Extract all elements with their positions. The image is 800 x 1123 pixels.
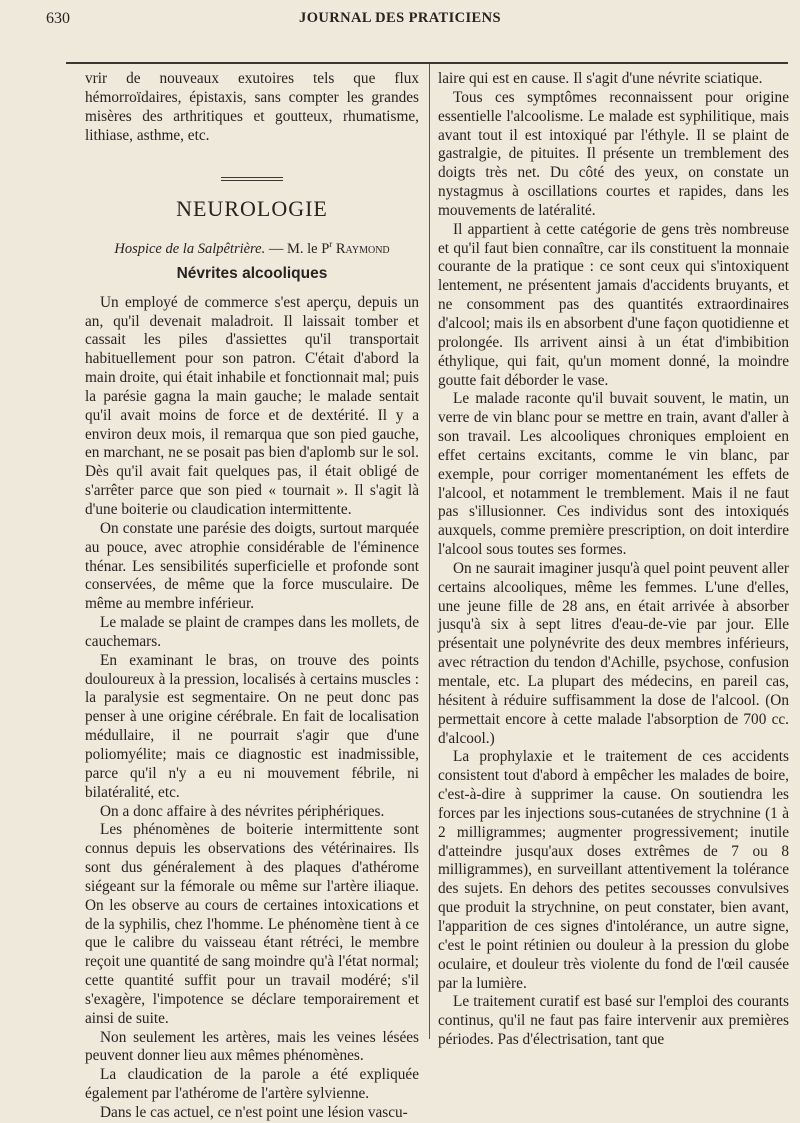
paragraph: Tous ces symptômes reconnaissent pour origine essentielle l'alcoolisme. Le malade est syphilitique, mais avant tout il est intoxiqué par l'éthyle. Il se plaint de gastralgie, de pituites. Il présente un tremblement des doigts très net. Du côté des yeux, on constate un nystagmus à oscillations courtes et rapides, dans les mouvements de latéralité. xyxy=(438,88,789,219)
source-place: Hospice de la Salpêtrière. xyxy=(114,241,266,258)
running-title: JOURNAL DES PRATICIENS xyxy=(299,10,501,26)
intro-paragraph: vrir de nouveaux exutoires tels que flux hémorroïdaires, épistaxis, sans compter les grandes misères des arthritiques et goutteux, rhumatisme, lithiase, asthme, etc. xyxy=(85,70,419,144)
article-source xyxy=(85,235,419,259)
source-separator: — M. le P xyxy=(265,241,330,258)
paragraph: Le traitement curatif est basé sur l'emploi des courants continus, qu'il ne faut pas faire intervenir aux premières périodes. Pas d'électrisation, tant que xyxy=(438,993,789,1049)
paragraph: Un employé de commerce s'est aperçu, depuis un an, qu'il devenait maladroit. Il laissait tomber et cassait les piles d'assiettes qu'il transportait habituellement pour son patron. C'était d'abord la main droite, qui était inhabile et fonctionnait mal; puis la parésie gagna la main gauche; le malade sentait qu'il avait moins de force et de dextérité. Il y a environ deux mois, il remarqua que son pied gauche, en marchant, ne se posait pas bien d'aplomb sur le sol. Dès qu'il avait fait quelques pas, il était obligé de s'arrêter parce que son pied « tournait ». Il s'agit là d'une boiterie ou claudication intermittente. xyxy=(85,293,419,519)
right-column xyxy=(438,70,789,1050)
header-rule xyxy=(66,62,788,64)
paragraph: On a donc affaire à des névrites périphériques. xyxy=(100,802,385,820)
paragraph: Dans le cas actuel, ce n'est point une lésion vascu- xyxy=(100,1104,408,1122)
source-author: Raymond xyxy=(332,241,390,258)
paragraph: Le malade se plaint de crampes dans les mollets, de cauchemars. xyxy=(85,614,419,650)
paragraph: laire qui est en cause. Il s'agit d'une névrite sciatique. xyxy=(438,70,763,87)
paragraph: Non seulement les artères, mais les veines lésées peuvent donner lieu aux mêmes phénomènes. xyxy=(85,1028,419,1065)
article-title: Névrites alcooliques xyxy=(176,264,328,282)
left-column xyxy=(85,70,419,1123)
paragraph: En examinant le bras, on trouve des points douloureux à la pression, localisés à certains muscles : la paralysie est segmentaire. On ne peut donc pas penser à une origine cérébrale. En fait de localisation médullaire, il ne pourrait s'agir que d'une poliomyélite; mais ce diagnostic est inadmissible, parce qu'il n'y a eu ni mouvement fébrile, ni bilatéralité, etc. xyxy=(85,651,419,801)
paragraph: La prophylaxie et le traitement de ces accidents consistent tout d'abord à empêcher les malades de boire, c'est-à-dire à supprimer la cause. On soutiendra les forces par les injections sous-cutanées de strychnine (1 à 2 milligrammes; augmenter progressivement; inutile d'atteindre jusqu'aux doses extrêmes de 7 ou 8 milligrammes), en surveillant attentivement la tolérance des sujets. En dehors des petites secousses convulsives que produit la strychnine, on peut constater, bien avant, l'apparition de ces signes d'intolérance, un autre signe, c'est le point rétinien ou douleur à la pression du globe oculaire, et douleur très violente du fond de l'œil causée par la lumière. xyxy=(438,748,789,992)
source-title-sup: r xyxy=(329,239,333,250)
column-divider xyxy=(429,64,430,1039)
paragraph: La claudication de la parole a été expliquée également par l'athérome de l'artère sylvienne. xyxy=(85,1066,419,1103)
paragraph: Il appartient à cette catégorie de gens très nombreuse et qu'il faut bien connaître, car ils constituent la monnaie courante de la pratique : ce sont ceux qui s'intoxiquent lentement, ne présentent jamais d'accidents bruyants, et ne consomment pas des quantités extraordinaires d'alcool; mais ils en absorbent d'une façon quotidienne et prolongée. Ils arrivent ainsi à un état d'imbibition éthylique, qui fait, qu'un moment donné, la moindre goutte fait déborder le vase. xyxy=(438,220,789,389)
paragraph: Le malade raconte qu'il buvait souvent, le matin, un verre de vin blanc pour se mettre en train, avant d'aller à son travail. Les alcooliques chroniques emploient en effet certains excitants, comme le vin blanc, par exemple, pour corriger momentanément les effets de l'alcool, et notamment le tremblement. Mais il ne faut pas s'illusionner. Ces individus sont des intoxiqués auxquels, comme première prescription, on doit interdire l'alcool sous toutes ses formes. xyxy=(438,390,789,559)
section-title: NEUROLOGIE xyxy=(176,196,328,222)
section-divider xyxy=(85,168,419,187)
paragraph: On constate une parésie des doigts, surtout marquée au pouce, avec atrophie considérable de l'éminence thénar. Les sensibilités superficielle et profonde sont conservées, de même que la force musculaire. De même au membre inférieur. xyxy=(85,519,419,613)
paragraph: Les phénomènes de boiterie intermittente sont connus depuis les observations des vétérinaires. Ils sont dus généralement à des plaques d'athérome siégeant sur la fémorale ou même sur l'artère iliaque. On les observe au cours de certaines intoxications et de la syphilis, chez l'homme. Le phénomène tient à ce que le calibre du vaisseau étant rétréci, le membre reçoit une quantité de sang moindre qu'à l'état normal; cette quantité suffit pour un travail modéré; s'il s'exagère, l'impotence se déclare temporairement et ainsi de suite. xyxy=(85,821,419,1027)
paragraph: On ne saurait imaginer jusqu'à quel point peuvent aller certains alcooliques, même les femmes. L'une d'elles, une jeune fille de 28 ans, en était arrivée à absorber jusqu'à six à sept litres d'eau-de-vie par jour. Elle présentait une polynévrite des deux membres inférieurs, avec rétraction du tendon d'Achille, psychose, confusion mentale, etc. La plupart des médecins, en pareil cas, hésitent à réduire suffisamment la dose de l'alcool. (On permettait encore à cette malade l'absorption de 700 cc. d'alcool.) xyxy=(438,559,789,747)
page-number: 630 xyxy=(46,10,70,27)
